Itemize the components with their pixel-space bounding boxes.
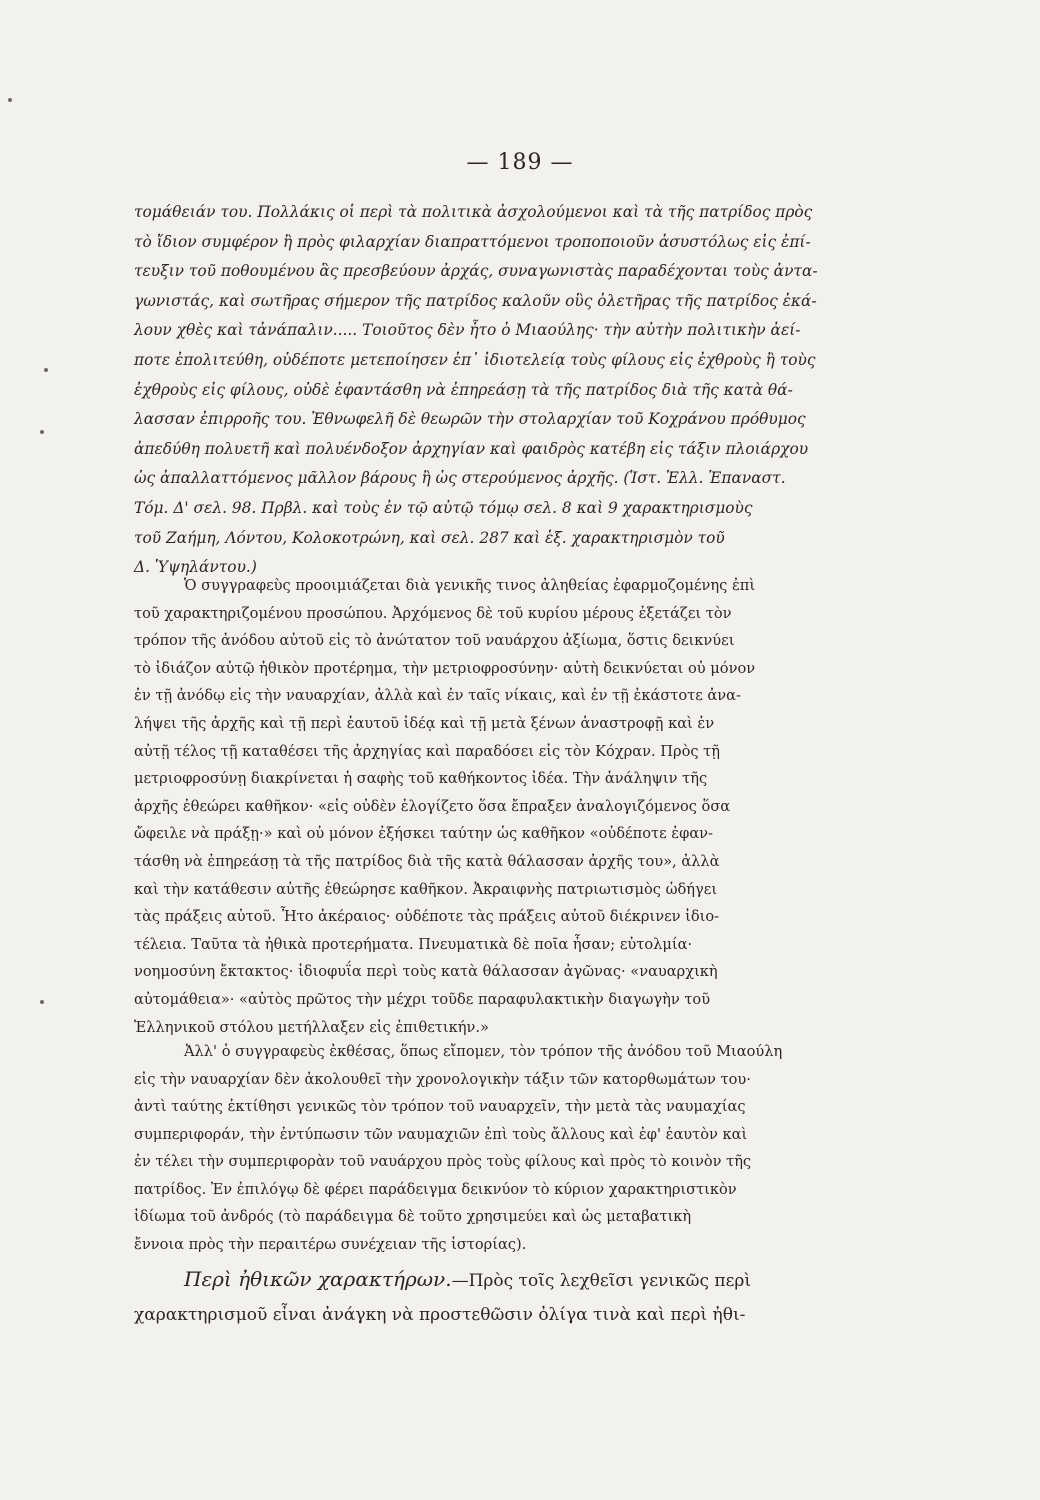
paragraph-line: ἀρχῆς ἐθεώρει καθῆκον· «εἰς οὐδὲν ἐλογίζετο ὅσα ἔπραξεν ἀναλογιζόμενος ὅσα xyxy=(134,797,731,815)
quote-line: ἀπεδύθη πολυετῆ καὶ πολυένδοξον ἀρχηγίαν καὶ φαιδρὸς κατέβη εἰς τάξιν πλοιάρχου xyxy=(134,439,809,458)
quote-line: τομάθειάν του. Πολλάκις οἱ περὶ τὰ πολιτικὰ ἀσχολούμενοι καὶ τὰ τῆς πατρίδος πρὸς xyxy=(134,203,813,221)
paragraph-line: τὰς πράξεις αὐτοῦ. Ἦτο ἀκέραιος· οὐδέποτε τὰς πράξεις αὐτοῦ διέκρινεν ἰδιο- xyxy=(134,908,720,926)
paragraph-line: αὐτομάθεια»· «αὐτὸς πρῶτος τὴν μέχρι τοῦδε παραφυλακτικὴν διαγωγὴν τοῦ xyxy=(134,990,711,1008)
quote-line: ὡς ἀπαλλαττόμενος μᾶλλον βάρους ἢ ὡς στερούμενος ἀρχῆς. (Ἱστ. Ἑλλ. Ἐπαναστ. xyxy=(134,469,786,488)
paragraph-line: εἰς τὴν ναυαρχίαν δὲν ἀκολουθεῖ τὴν χρονολογικὴν τάξιν τῶν κατορθωμάτων του· xyxy=(134,1070,751,1088)
paragraph-line: τέλεια. Ταῦτα τὰ ἠθικὰ προτερήματα. Πνευματικὰ δὲ ποῖα ἦσαν; εὐτολμία· xyxy=(134,935,693,953)
paragraph-line: χαρακτηρισμοῦ εἶναι ἀνάγκη νὰ προστεθῶσιν ὀλίγα τινὰ καὶ περὶ ἠθι- xyxy=(134,1305,746,1325)
paragraph-line: ἔννοια πρὸς τὴν περαιτέρω συνέχειαν τῆς ἱστορίας). xyxy=(134,1235,527,1253)
quote-line: λουν χθὲς καὶ τἀνάπαλιν..... Τοιοῦτος δὲν ἦτο ὁ Μιαούλης· τὴν αὐτὴν πολιτικὴν ἀεί- xyxy=(134,321,801,340)
quote-line: τοῦ Ζαήμη, Λόντου, Κολοκοτρώνη, καὶ σελ. 287 καὶ ἑξ. χαρακτηρισμὸν τοῦ xyxy=(134,528,725,547)
paragraph-line: καὶ τὴν κατάθεσιν αὐτῆς ἐθεώρησε καθῆκον. Ἀκραιφνὴς πατριωτισμὸς ὡδήγει xyxy=(134,880,718,898)
page-number: — 189 — xyxy=(466,150,574,175)
section-heading: Περὶ ἠθικῶν χαρακτήρων. xyxy=(184,1267,452,1291)
quote-line: Τόμ. Δ' σελ. 98. Πρβλ. καὶ τοὺς ἐν τῷ αὐτῷ τόμῳ σελ. 8 καὶ 9 χαρακτηρισμοὺς xyxy=(134,498,753,517)
paragraph-line: αὐτῇ τέλος τῇ καταθέσει τῆς ἀρχηγίας καὶ παραδόσει εἰς τὸν Κόχραν. Πρὸς τῇ xyxy=(134,742,720,760)
paragraph-line: Ὁ συγγραφεὺς προοιμιάζεται διὰ γενικῆς τινος ἀληθείας ἐφαρμοζομένης ἐπὶ xyxy=(184,577,756,594)
quote-line: ἐχθροὺς εἰς φίλους, οὐδὲ ἐφαντάσθη νὰ ἐπηρεάσῃ τὰ τῆς πατρίδος διὰ τῆς κατὰ θά- xyxy=(134,380,793,399)
margin-speck xyxy=(40,1000,44,1004)
paragraph-line: συμπεριφοράν, τὴν ἐντύπωσιν τῶν ναυμαχιῶν ἐπὶ τοὺς ἄλλους καὶ ἐφ' ἑαυτὸν καὶ xyxy=(134,1125,748,1143)
quote-line: τευξιν τοῦ ποθουμένου ἃς πρεσβεύουν ἀρχάς, συναγωνιστὰς παραδέχονται τοὺς ἀντα- xyxy=(134,262,818,281)
paragraph-line: τοῦ χαρακτηριζομένου προσώπου. Ἀρχόμενος δὲ τοῦ κυρίου μέρους ἐξετάζει τὸν xyxy=(134,604,732,622)
paragraph-line: ὤφειλε νὰ πράξῃ·» καὶ οὐ μόνον ἐξήσκει ταύτην ὡς καθῆκον «οὐδέποτε ἐφαν- xyxy=(134,825,713,843)
paragraph-line: Ἀλλ' ὁ συγγραφεὺς ἐκθέσας, ὅπως εἴπομεν, τὸν τρόπον τῆς ἀνόδου τοῦ Μιαούλη xyxy=(184,1043,783,1060)
paragraph-2 xyxy=(134,1038,870,1258)
quote-line: γωνιστάς, καὶ σωτῆρας σήμερον τῆς πατρίδος καλοῦν οὓς ὀλετῆρας τῆς πατρίδος ἐκά- xyxy=(134,291,817,310)
quote-line: λασσαν ἐπιρροῆς του. Ἐθνωφελῆ δὲ θεωρῶν τὴν στολαρχίαν τοῦ Κοχράνου πρόθυμος xyxy=(134,410,806,429)
paragraph-line: λήψει τῆς ἀρχῆς καὶ τῇ περὶ ἑαυτοῦ ἰδέᾳ καὶ τῇ μετὰ ξένων ἀναστροφῇ καὶ ἐν xyxy=(134,714,715,732)
quote-line: ποτε ἐπολιτεύθη, οὐδέποτε μετεποίησεν ἐπ᾽ ἰδιοτελείᾳ τοὺς φίλους εἰς ἐχθροὺς ἢ τοὺς xyxy=(134,350,816,369)
paragraph-line: τάσθη νὰ ἐπηρεάσῃ τὰ τῆς πατρίδος διὰ τῆς κατὰ θάλασσαν ἀρχῆς του», ἀλλὰ xyxy=(134,852,720,870)
heading-line xyxy=(134,1262,870,1298)
heading-continuation: —Πρὸς τοῖς λεχθεῖσι γενικῶς περὶ xyxy=(451,1271,752,1291)
paragraph-line: ἀντὶ ταύτης ἐκτίθησι γενικῶς τὸν τρόπον τοῦ ναυαρχεῖν, τὴν μετὰ τὰς ναυμαχίας xyxy=(134,1098,746,1115)
footnote-quote xyxy=(134,198,870,583)
paragraph-line: ἐν τέλει τὴν συμπεριφορὰν τοῦ ναυάρχου πρὸς τοὺς φίλους καὶ πρὸς τὸ κοινὸν τῆς xyxy=(134,1153,752,1170)
section-heading-paragraph xyxy=(134,1262,870,1332)
quote-line: τὸ ἴδιον συμφέρον ἢ πρὸς φιλαρχίαν διαπραττόμενοι τροποποιοῦν ἀσυστόλως εἰς ἐπί- xyxy=(134,232,811,251)
margin-speck xyxy=(44,368,48,372)
paragraph-line: πατρίδος. Ἐν ἐπιλόγῳ δὲ φέρει παράδειγμα δεικνύον τὸ κύριον χαρακτηριστικὸν xyxy=(134,1180,737,1198)
paragraph-line: τρόπον τῆς ἀνόδου αὐτοῦ εἰς τὸ ἀνώτατον τοῦ ναυάρχου ἀξίωμα, ὅστις δεικνύει xyxy=(134,632,735,650)
paragraph-line: μετριοφροσύνῃ διακρίνεται ἡ σαφὴς τοῦ καθήκοντος ἰδέα. Τὴν ἀνάληψιν τῆς xyxy=(134,770,708,788)
paragraph-1 xyxy=(134,572,870,1041)
paragraph-line: ἰδίωμα τοῦ ἀνδρός (τὸ παράδειγμα δὲ τοῦτο χρησιμεύει καὶ ὡς μεταβατικὴ xyxy=(134,1208,692,1225)
paragraph-line: νοημοσύνη ἔκτακτος· ἰδιοφυΐα περὶ τοὺς κατὰ θάλασσαν ἀγῶνας· «ναυαρχικὴ xyxy=(134,963,718,981)
paragraph-line: ἐν τῇ ἀνόδῳ εἰς τὴν ναυαρχίαν, ἀλλὰ καὶ ἐν ταῖς νίκαις, καὶ ἐν τῇ ἑκάστοτε ἀνα- xyxy=(134,687,741,705)
paragraph-line: Ἑλληνικοῦ στόλου μετήλλαξεν εἰς ἐπιθετικήν.» xyxy=(134,1018,489,1036)
margin-speck xyxy=(8,98,12,102)
quote-line: Δ. Ὑψηλάντου.) xyxy=(134,558,257,577)
margin-speck xyxy=(40,430,44,434)
paragraph-line: τὸ ἰδιάζον αὐτῷ ἠθικὸν προτέρημα, τὴν μετριοφροσύνην· αὐτὴ δεικνύεται οὐ μόνον xyxy=(134,659,756,677)
